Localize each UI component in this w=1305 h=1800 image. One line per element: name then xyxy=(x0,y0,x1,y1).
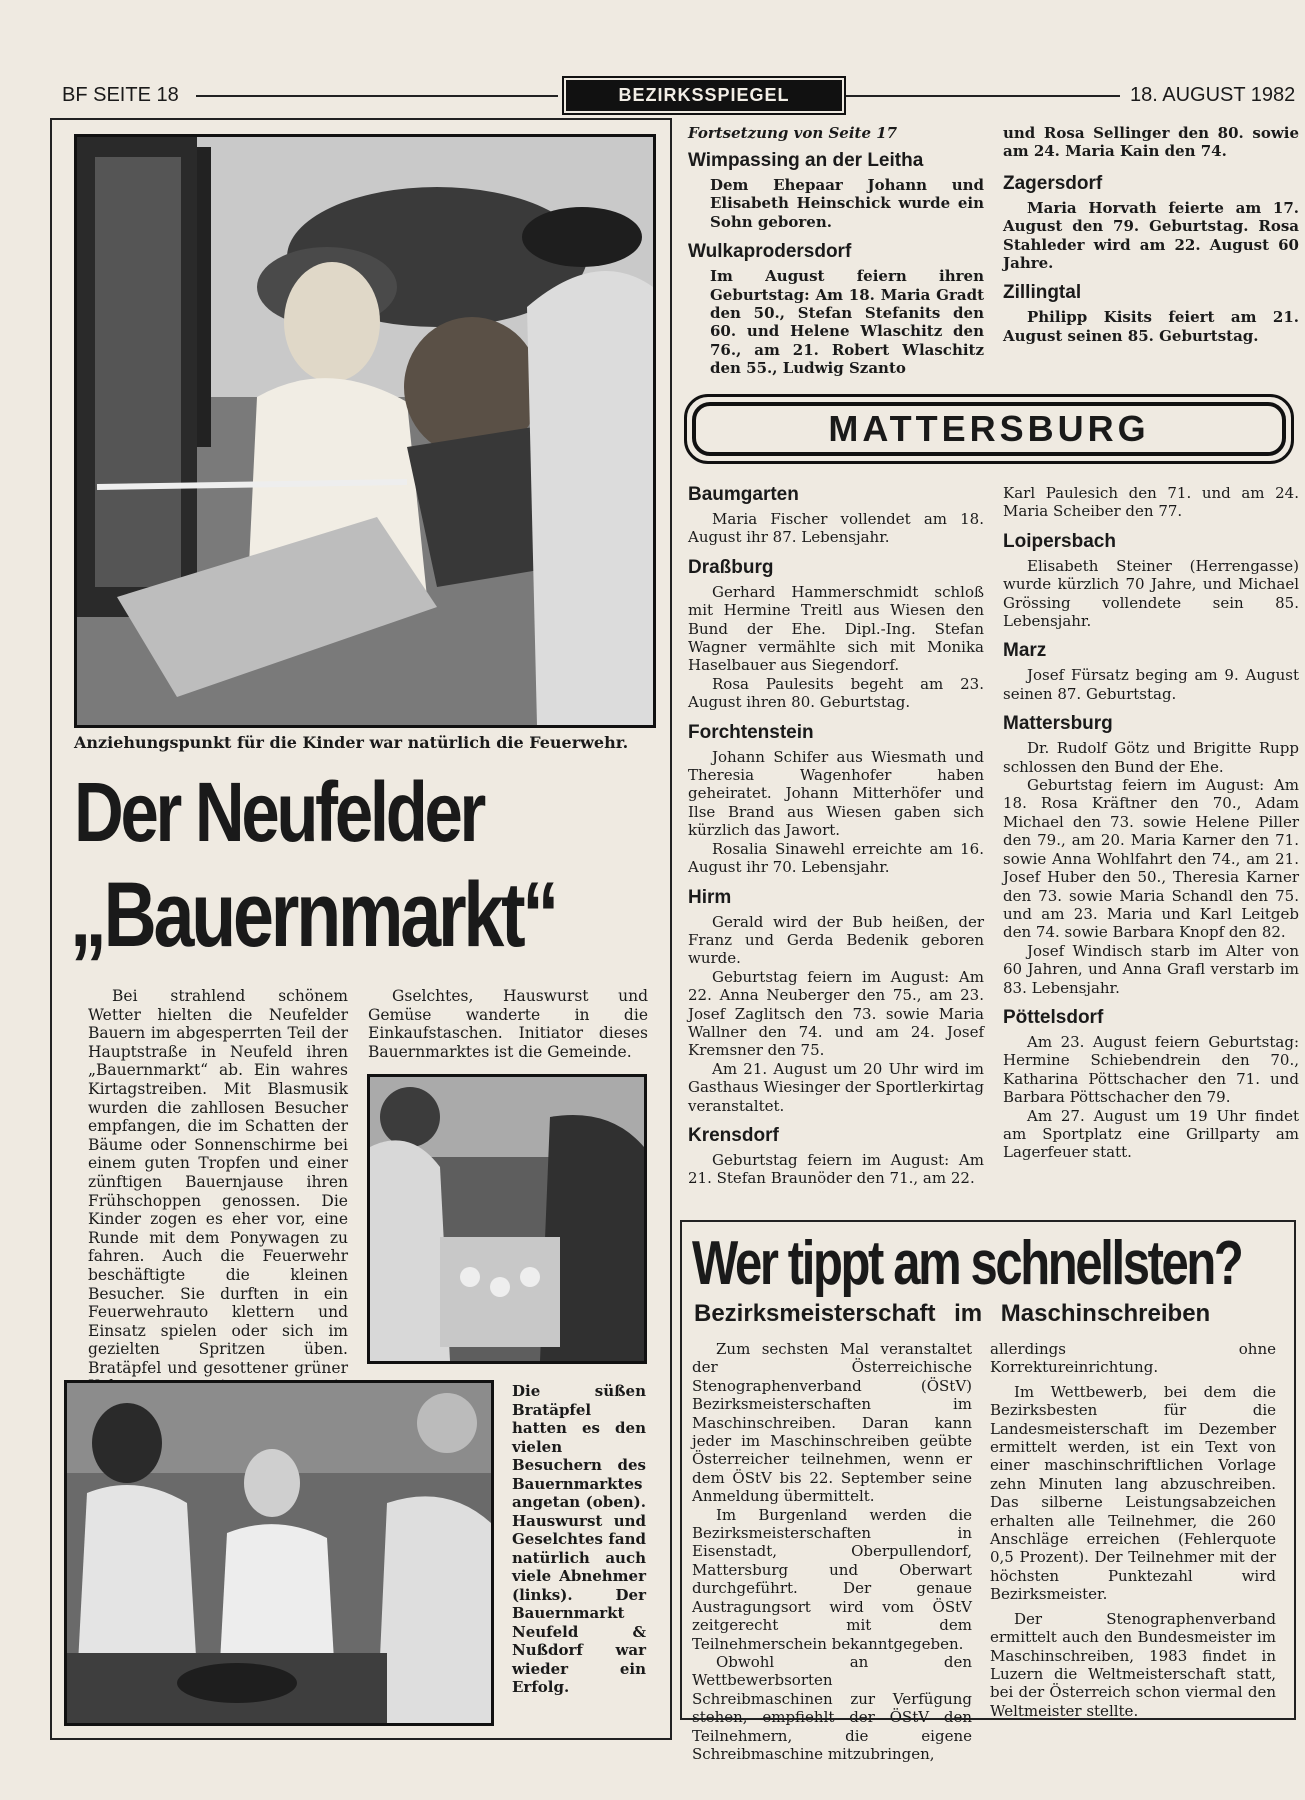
photo-fire-brigade xyxy=(74,134,656,728)
typing-col1 xyxy=(692,1340,972,1763)
typing-paragraph: Obwohl an den Wettbewerbsorten Schreibmaschinen zur Verfügung stehen, empfiehlt der ÖStV den Teilnehmern, die eigene Schreibmaschine mitzubringen, xyxy=(692,1652,972,1763)
top-block-col2 xyxy=(1003,124,1299,355)
place-name: Loipersbach xyxy=(1003,530,1116,552)
place-name: Forchtenstein xyxy=(688,721,814,743)
notice-text-continued: Karl Paulesich den 71. und am 24. Maria Scheiber den 77. xyxy=(1003,484,1299,521)
notice-text: Dr. Rudolf Götz und Brigitte Rupp schlossen den Bund der Ehe. xyxy=(1003,739,1299,776)
header-rule-left xyxy=(196,95,558,97)
photo-fire-brigade-caption: Anziehungspunkt für die Kinder war natürlich die Feuerwehr. xyxy=(74,733,629,752)
notice-wimpassing xyxy=(688,150,984,231)
notice-text: Gerald wird der Bub heißen, der Franz und Gerda Bedenik geboren wurde. xyxy=(688,912,984,968)
notice-krensdorf xyxy=(688,1125,984,1188)
place-name: Zagersdorf xyxy=(1003,172,1103,194)
side-photo-caption: Die süßen Bratäpfel hatten es den vielen Besuchern des Bauernmarktes angetan (oben). Hauswurst und Geselchtes fand natürlich auch viele Abnehmer (links). Der Bauernmarkt Neufeld & Nußdorf war wieder ein Erfolg. xyxy=(512,1382,646,1696)
notice-text: Gerhard Hammerschmidt schloß mit Hermine Treitl aus Wiesen den Bund der Ehe. Dipl.-Ing. Stefan Wagner vermählte sich mit Monika Haselbauer aus Siegendorf. xyxy=(688,582,984,675)
notice-zagersdorf xyxy=(1003,173,1299,273)
typing-headline: Wer tippt am schnellsten? xyxy=(692,1229,1242,1298)
notice-baumgarten xyxy=(688,484,984,547)
mattersburg-banner-text: MATTERSBURG xyxy=(692,402,1286,456)
bauernmarkt-body-col2: Gselchtes, Hauswurst und Gemüse wanderte in die Einkaufstaschen. Initiator dieses Bauernmarktes ist die Gemeinde. xyxy=(368,987,648,1061)
notice-text: Maria Horvath feierte am 17. August den 79. Geburtstag. Rosa Stahleder wird am 22. August 60 Jahre. xyxy=(1003,198,1299,273)
notice-hirm xyxy=(688,887,984,1115)
top-block-col1 xyxy=(688,124,984,388)
notice-text: Am 27. August um 19 Uhr findet am Sportplatz eine Grillparty am Lagerfeuer statt. xyxy=(1003,1106,1299,1162)
mattersburg-col1 xyxy=(688,484,984,1198)
place-name: Wimpassing an der Leitha xyxy=(688,150,924,171)
headline-line1: Der Neufelder xyxy=(74,765,484,859)
place-name: Krensdorf xyxy=(688,1124,779,1146)
typing-paragraph: allerdings ohne Korrektureinrichtung. xyxy=(990,1340,1276,1377)
notice-text: Johann Schifer aus Wiesmath und Theresia Wagenhofer haben geheiratet. Johann Mitterhöfer und Ilse Brand aus Wiesen gaben sich kürzlich das Jawort. xyxy=(688,747,984,840)
notice-text: Geburtstag feiern im August: Am 22. Anna Neuberger den 75., am 23. Josef Zaglitsch den 73. sowie Maria Wallner den 74. und am 24. Josef Kremsner den 75. xyxy=(688,967,984,1060)
mattersburg-col2 xyxy=(1003,484,1299,1172)
place-name: Marz xyxy=(1003,640,1047,662)
typing-col2 xyxy=(990,1340,1276,1720)
notice-text: Am 23. August feiern Geburtstag: Hermine Schiebendrein den 70., Katharina Pöttschacher den 71. und Barbara Pöttschacher den 79. xyxy=(1003,1032,1299,1107)
notice-text: Rosa Paulesits begeht am 23. August ihren 80. Geburtstag. xyxy=(688,674,984,712)
notice-text: Josef Fürsatz beging am 9. August seinen 87. Geburtstag. xyxy=(1003,666,1299,703)
place-name: Baumgarten xyxy=(688,484,799,505)
notice-text: Im August feiern ihren Geburtstag: Am 18. Maria Gradt den 50., Stefan Stefanits den 60. und Helene Wlaschitz den 76., am 21. Robert Wlaschitz den 55., Ludwig Szanto xyxy=(710,267,984,378)
typing-paragraph: Zum sechsten Mal veranstaltet der Österreichische Stenographenverband (ÖStV) Bezirksmeisterschaften im Maschinschreiben. Daran kann jeder im Maschinschreiben geübte Österreicher teilnehmen, wenn er dem ÖStV bis 22. September seine Anmeldung übermittelt. xyxy=(692,1340,972,1506)
place-name: Zillingtal xyxy=(1003,282,1082,304)
place-name: Draßburg xyxy=(688,556,774,578)
notice-text: Josef Windisch starb im Alter von 60 Jahren, und Anna Grafl verstarb im 83. Lebensjahr. xyxy=(1003,941,1299,997)
notice-text: Geburtstag feiern im August: Am 21. Stefan Braunöder den 71., am 22. xyxy=(688,1150,984,1188)
notice-text: Rosalia Sinawehl erreichte am 16. August ihr 70. Lebensjahr. xyxy=(688,839,984,877)
bauernmarkt-body-col1: Bei strahlend schönem Wetter hielten die Neufelder Bauern im abgesperrten Teil der Hauptstraße in Neufeld ihren „Bauernmarkt“ ab. Ein wahres Kirtagstreiben. Mit Blasmusik wurden die zahllosen Besucher empfangen, die im Schatten der Bäume oder Sonnenschirme bei einem guten Tropfen und einer zünftigen Bauernjause ihren Frühschoppen genossen. Die Kinder zogen es eher vor, eine Runde mit dem Ponywagen zu fahren. Auch die Feuerwehr beschäftigte die kleinen Besucher. Sie durften in ein Feuerwehrauto klettern und Einsatz spielen oder sich im gezielten Spritzen üben. Bratäpfel und gesottener grüner xyxy=(88,987,348,1377)
photo-baked-apples xyxy=(367,1074,647,1364)
notice-marz xyxy=(1003,640,1299,703)
notice-text: Geburtstag feiern im August: Am 18. Rosa Kräftner den 70., Adam Michael den 73. sowie Helene Piller den 79., am 20. Maria Karner den 71. sowie Anna Wohlfahrt den 74., am 21. Josef Huber den 50., Theresia Karner den 73. sowie Maria Schandl den 75. und am 23. Maria und Karl Leitgeb den 74. sowie Barbara Knopf den 82. xyxy=(1003,776,1299,942)
header-rule-right xyxy=(846,95,1120,97)
place-name: Wulkaprodersdorf xyxy=(688,241,852,263)
mattersburg-banner xyxy=(684,394,1294,464)
headline-line2: „Bauernmarkt“ xyxy=(70,864,557,966)
continuation-note: Fortsetzung von Seite 17 xyxy=(688,124,898,142)
page-number: BF SEITE 18 xyxy=(62,84,179,106)
notice-poettelsdorf xyxy=(1003,1007,1299,1162)
photo-market-stand xyxy=(64,1380,494,1726)
typing-subhead: Bezirksmeisterschaft im Maschinschreiben xyxy=(694,1300,1211,1327)
issue-date: 18. AUGUST 1982 xyxy=(1130,84,1296,106)
place-name: Mattersburg xyxy=(1003,713,1113,735)
notice-loipersbach xyxy=(1003,531,1299,631)
typing-paragraph: Im Burgenland werden die Bezirksmeisterschaften in Eisenstadt, Oberpullendorf, Mattersburg und Oberwart durchgeführt. Der genaue Austragungsort wird vom ÖStV zeitgerecht mit dem Teilnehmerschein bekanntgegeben. xyxy=(692,1505,972,1653)
notice-zillingtal xyxy=(1003,282,1299,345)
notice-text: Elisabeth Steiner (Herrengasse) wurde kürzlich 70 Jahre, und Michael Grössing vollendete sein 85. Lebensjahr. xyxy=(1003,556,1299,631)
place-name: Hirm xyxy=(688,886,732,908)
notice-mattersburg xyxy=(1003,713,1299,997)
notice-text: Am 21. August um 20 Uhr wird im Gasthaus Wiesinger der Sportlerkirtag veranstaltet. xyxy=(688,1059,984,1115)
notice-forchtenstein xyxy=(688,722,984,877)
notice-wulkaprodersdorf xyxy=(688,241,984,377)
place-name: Pöttelsdorf xyxy=(1003,1006,1104,1028)
typing-paragraph: Im Wettbewerb, bei dem die Bezirksbesten für die Landesmeisterschaft im Dezember ermittelt werden, ist ein Text von einer maschinschriftlichen Vorlage zehn Minuten lang abzuschreiben. Das silberne Leistungsabzeichen erhalten alle Teilnehmer, die 260 Anschläge erreichen (Fehlerquote 0,5 Prozent). Der Teilnehmer mit der höchsten Punktezahl wird Bezirksmeister. xyxy=(990,1382,1276,1604)
notice-text: Maria Fischer vollendet am 18. August ihr 87. Lebensjahr. xyxy=(688,510,984,547)
typing-paragraph: Der Stenographenverband ermittelt auch den Bundesmeister im Maschinschreiben, 1983 findet in Luzern die Weltmeisterschaft statt, bei der Österreich schon viermal den Weltmeister stellte. xyxy=(990,1609,1276,1720)
notice-drassburg xyxy=(688,557,984,712)
notice-text: Dem Ehepaar Johann und Elisabeth Heinschick wurde ein Sohn geboren. xyxy=(710,176,984,231)
section-badge: BEZIRKSSPIEGEL xyxy=(566,80,842,111)
notice-text-continued: und Rosa Sellinger den 80. sowie am 24. Maria Kain den 74. xyxy=(1003,124,1299,161)
notice-text: Philipp Kisits feiert am 21. August seinen 85. Geburtstag. xyxy=(1003,308,1299,345)
